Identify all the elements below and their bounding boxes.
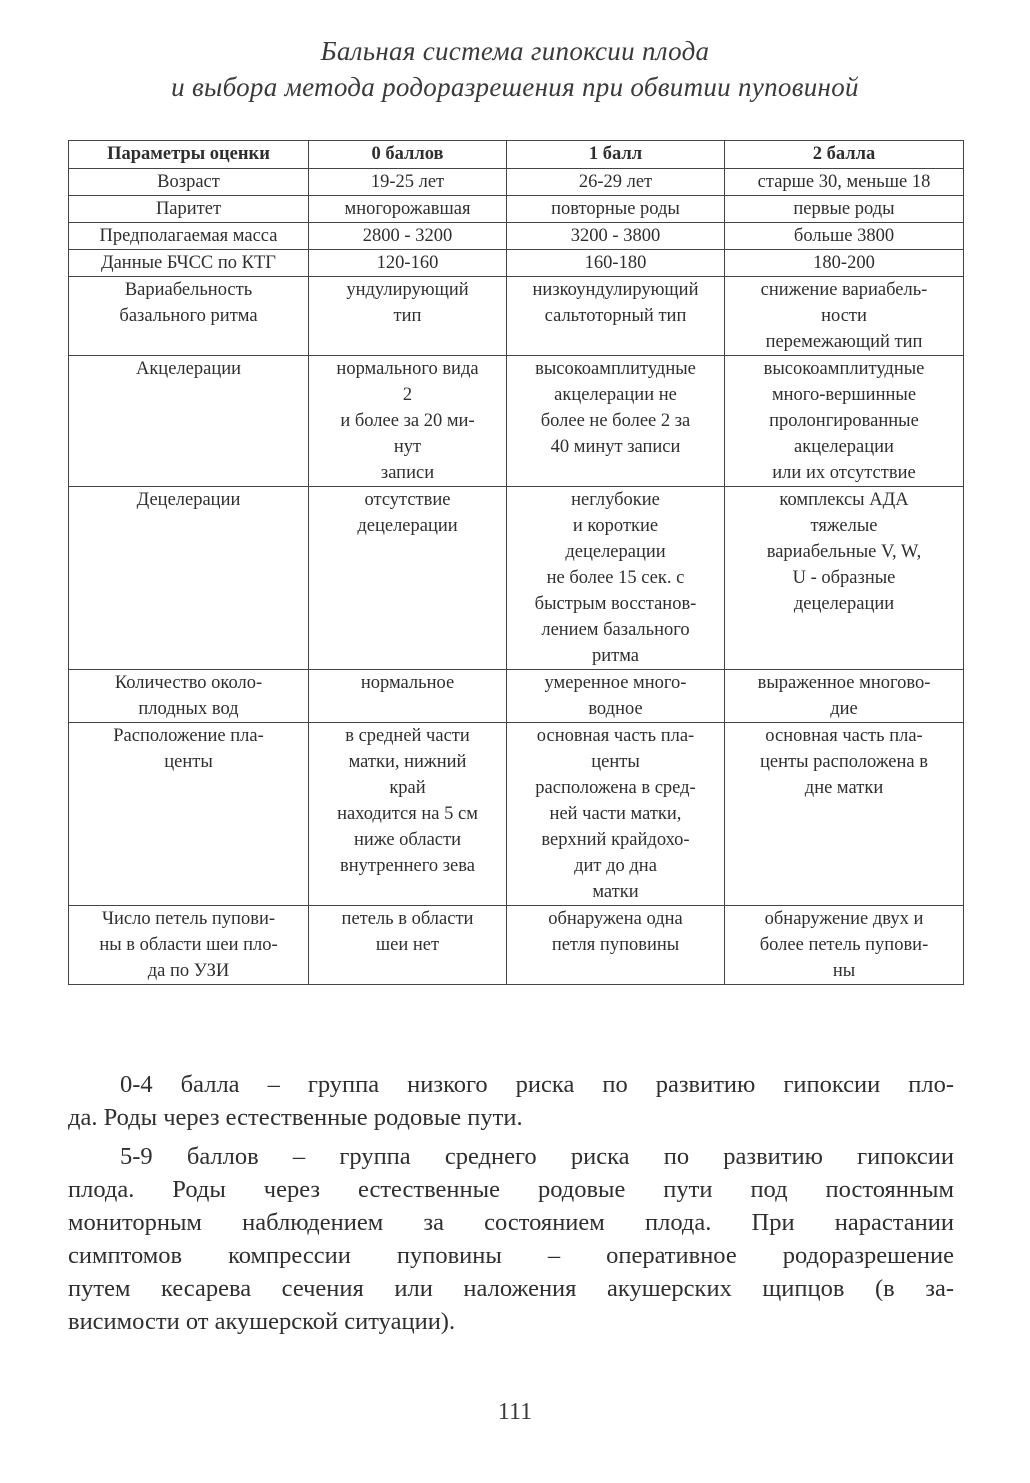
parameter-cell	[69, 277, 309, 356]
parameter-cell	[69, 723, 309, 906]
cell-text-line: сальтоторный тип	[544, 306, 687, 326]
cell-text-line: расположена в сред-	[535, 778, 696, 798]
score-2-cell	[725, 723, 964, 906]
cell-text-line: нут	[393, 437, 422, 457]
paragraph-medium-risk	[68, 1140, 954, 1338]
paragraph-line: да. Роды через естественные родовые пути.	[68, 1104, 523, 1131]
score-0-cell	[309, 277, 507, 356]
scoring-table	[68, 140, 964, 985]
cell-text-line: Предполагаемая масса	[99, 226, 278, 246]
score-1-cell	[507, 250, 725, 277]
parameter-cell	[69, 906, 309, 985]
paragraph-line: плода. Роды через естественные родовые пути под постоянным	[68, 1176, 954, 1203]
score-1-cell	[507, 670, 725, 723]
cell-text-line: высокоамплитудные	[763, 359, 925, 379]
table-row	[69, 277, 964, 356]
paragraph-low-risk	[68, 1068, 954, 1134]
score-0-cell	[309, 906, 507, 985]
cell-text-line: низкоундулирующий	[532, 280, 699, 300]
cell-text-line: отсутствие	[364, 490, 451, 510]
cell-text-line: ны	[832, 961, 856, 981]
cell-text-line: петля пуповины	[551, 935, 680, 955]
cell-text-line: дне матки	[804, 778, 884, 798]
paragraph-line: 5-9 баллов – группа среднего риска по развитию гипоксии	[120, 1143, 954, 1170]
score-0-cell	[309, 196, 507, 223]
cell-text-line: много-вершинные	[771, 385, 917, 405]
parameter-cell	[69, 356, 309, 487]
cell-text-line: U - образные	[792, 568, 896, 588]
parameter-cell	[69, 670, 309, 723]
parameter-cell	[69, 223, 309, 250]
cell-text-line: находится на 5 см	[337, 804, 478, 824]
cell-text-line: основная часть пла-	[765, 726, 923, 746]
cell-text-line: снижение вариабель-	[760, 280, 928, 300]
paragraph-line: висимости от акушерской ситуации).	[68, 1308, 456, 1335]
score-2-cell	[725, 487, 964, 670]
cell-text-line: центы расположена в	[760, 752, 928, 772]
cell-text-line: высокоамплитудные	[535, 359, 696, 379]
cell-text-line: пролонгированные	[769, 411, 919, 431]
paragraph-line: 0-4 балла – группа низкого риска по развитию гипоксии пло-	[120, 1071, 954, 1098]
cell-text-line: в средней части	[345, 726, 470, 746]
cell-text-line: больше 3800	[793, 226, 895, 246]
table-row	[69, 169, 964, 196]
cell-text-line: да по УЗИ	[147, 961, 230, 981]
cell-text-line: ниже области	[353, 830, 462, 850]
header-0-points: 0 баллов	[309, 141, 507, 169]
score-1-cell	[507, 487, 725, 670]
parameter-cell	[69, 250, 309, 277]
cell-text-line: выраженное многово-	[757, 673, 931, 693]
score-0-cell	[309, 169, 507, 196]
header-parameters: Параметры оценки	[69, 141, 309, 169]
cell-text-line: 40 минут записи	[550, 437, 681, 457]
cell-text-line: децелерации	[793, 594, 895, 614]
cell-text-line: быстрым восстанов-	[534, 594, 697, 614]
cell-text-line: умеренное много-	[544, 673, 687, 693]
cell-text-line: Число петель пупови-	[101, 909, 276, 929]
cell-text-line: 19-25 лет	[370, 172, 445, 192]
cell-text-line: многорожавшая	[344, 199, 471, 219]
cell-text-line: центы	[591, 752, 640, 772]
score-2-cell	[725, 196, 964, 223]
cell-text-line: ны в области шеи пло-	[99, 935, 278, 955]
parameter-cell	[69, 196, 309, 223]
score-0-cell	[309, 250, 507, 277]
cell-text-line: Акцелерации	[135, 359, 242, 379]
cell-text-line: Количество около-	[114, 673, 263, 693]
cell-text-line: 2	[402, 385, 413, 405]
score-0-cell	[309, 723, 507, 906]
score-0-cell	[309, 356, 507, 487]
score-2-cell	[725, 277, 964, 356]
score-0-cell	[309, 670, 507, 723]
page-number: 111	[497, 1399, 533, 1425]
cell-text-line: или их отсутствие	[772, 463, 916, 483]
cell-text-line: 26-29 лет	[578, 172, 653, 192]
cell-text-line: не более 15 сек. с	[546, 568, 685, 588]
score-2-cell	[725, 670, 964, 723]
cell-text-line: неглубокие	[571, 490, 660, 510]
page-title-line-2: и выбора метода родоразрешения при обвитии пуповиной	[171, 72, 859, 102]
score-1-cell	[507, 277, 725, 356]
cell-text-line: 160-180	[584, 253, 647, 273]
table-header-row	[69, 141, 964, 169]
cell-text-line: более петель пупови-	[759, 935, 929, 955]
cell-text-line: дие	[830, 699, 858, 719]
cell-text-line: матки, нижний	[348, 752, 467, 772]
cell-text-line: децелерации	[565, 542, 666, 562]
page-title-line-1: Бальная система гипоксии плода	[320, 36, 710, 66]
score-2-cell	[725, 250, 964, 277]
cell-text-line: и более за 20 ми-	[340, 411, 475, 431]
cell-text-line: матки	[592, 882, 639, 902]
score-2-cell	[725, 356, 964, 487]
cell-text-line: более не более 2 за	[540, 411, 691, 431]
cell-text-line: 180-200	[813, 253, 875, 273]
score-1-cell	[507, 906, 725, 985]
cell-text-line: шеи нет	[375, 935, 440, 955]
cell-text-line: Данные БЧСС по КТГ	[100, 253, 277, 273]
table-row	[69, 223, 964, 250]
cell-text-line: Децелерации	[136, 490, 241, 510]
cell-text-line: старше 30, меньше 18	[757, 172, 931, 192]
paragraph-line: путем кесарева сечения или наложения акушерских щипцов (в за-	[68, 1275, 954, 1302]
cell-text-line: 2800 - 3200	[362, 226, 453, 246]
cell-text-line: Паритет	[155, 199, 222, 219]
cell-text-line: базального ритма	[119, 306, 258, 326]
cell-text-line: первые роды	[793, 199, 895, 219]
cell-text-line: записи	[380, 463, 435, 483]
score-1-cell	[507, 223, 725, 250]
cell-text-line: комплексы АДА	[779, 490, 909, 510]
cell-text-line: край	[389, 778, 426, 798]
parameter-cell	[69, 487, 309, 670]
cell-text-line: ундулирующий	[346, 280, 469, 300]
parameter-cell	[69, 169, 309, 196]
cell-text-line: акцелерации	[794, 437, 894, 457]
cell-text-line: основная часть пла-	[536, 726, 695, 746]
header-1-point: 1 балл	[507, 141, 725, 169]
cell-text-line: повторные роды	[551, 199, 680, 219]
cell-text-line: Вариабельность	[124, 280, 253, 300]
table-body	[69, 169, 964, 985]
cell-text-line: водное	[588, 699, 643, 719]
cell-text-line: децелерации	[357, 516, 458, 536]
score-1-cell	[507, 723, 725, 906]
table-row	[69, 487, 964, 670]
table-row	[69, 250, 964, 277]
cell-text-line: центы	[164, 752, 213, 772]
cell-text-line: тип	[393, 306, 422, 326]
table-row	[69, 670, 964, 723]
table-row	[69, 356, 964, 487]
cell-text-line: Расположение пла-	[113, 726, 264, 746]
cell-text-line: обнаружение двух и	[764, 909, 924, 929]
cell-text-line: и короткие	[572, 516, 659, 536]
header-2-points: 2 балла	[725, 141, 964, 169]
cell-text-line: внутреннего зева	[340, 856, 475, 876]
score-2-cell	[725, 906, 964, 985]
score-2-cell	[725, 223, 964, 250]
table-row	[69, 906, 964, 985]
score-2-cell	[725, 169, 964, 196]
cell-text-line: ритма	[591, 646, 640, 666]
paragraph-line: мониторным наблюдением за состоянием плода. При нарастании	[68, 1209, 954, 1236]
score-0-cell	[309, 487, 507, 670]
cell-text-line: Возраст	[157, 172, 220, 192]
cell-text-line: нормальное	[360, 673, 455, 693]
cell-text-line: акцелерации не	[554, 385, 677, 405]
cell-text-line: перемежающий тип	[765, 332, 923, 352]
score-1-cell	[507, 356, 725, 487]
table-row	[69, 723, 964, 906]
cell-text-line: дит до дна	[574, 856, 657, 876]
score-1-cell	[507, 196, 725, 223]
cell-text-line: нормального вида	[336, 359, 479, 379]
cell-text-line: ней части матки,	[549, 804, 682, 824]
cell-text-line: обнаружена одна	[548, 909, 683, 929]
cell-text-line: 120-160	[376, 253, 439, 273]
cell-text-line: вариабельные V, W,	[766, 542, 922, 562]
paragraph-line: симптомов компрессии пуповины – оперативное родоразрешение	[68, 1242, 954, 1269]
table-row	[69, 196, 964, 223]
cell-text-line: верхний крайдохо-	[541, 830, 690, 850]
score-1-cell	[507, 169, 725, 196]
cell-text-line: 3200 - 3800	[570, 226, 661, 246]
score-0-cell	[309, 223, 507, 250]
cell-text-line: тяжелые	[810, 516, 878, 536]
cell-text-line: плодных вод	[138, 699, 239, 719]
cell-text-line: ности	[821, 306, 867, 326]
cell-text-line: лением базального	[541, 620, 690, 640]
cell-text-line: петель в области	[341, 909, 474, 929]
